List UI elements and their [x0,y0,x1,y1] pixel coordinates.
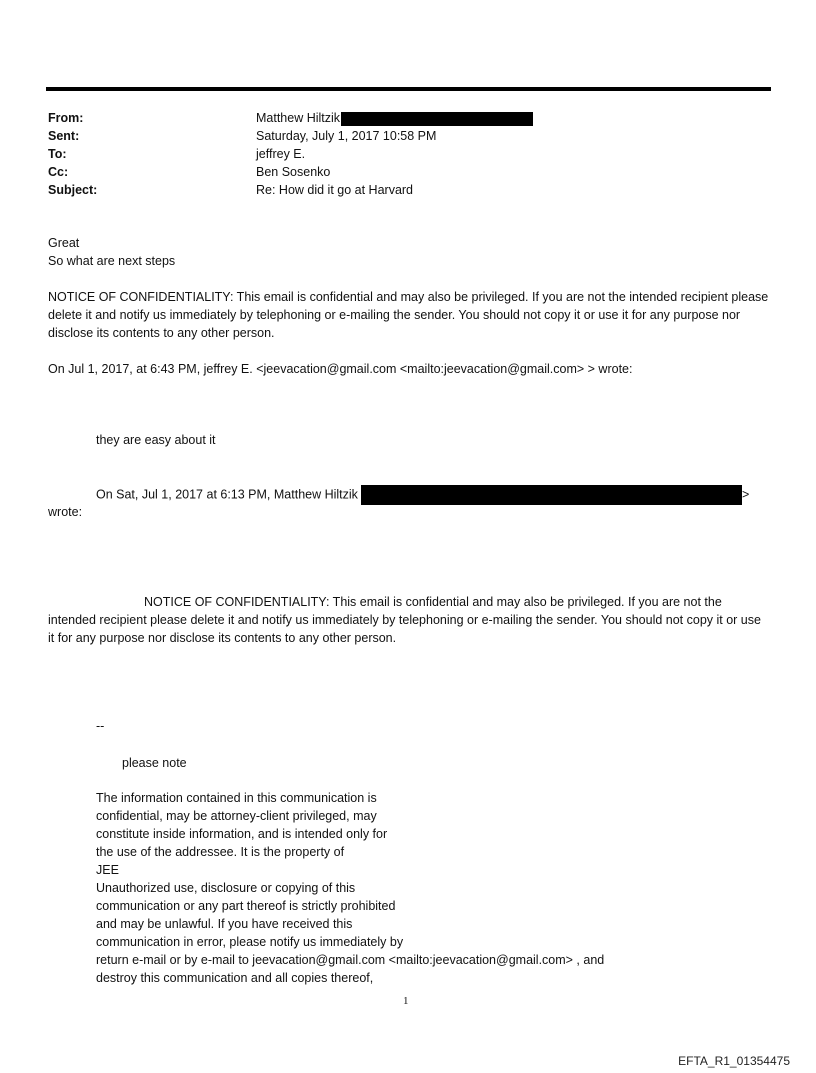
disclaimer-line: communication or any part thereof is strictly prohibited [96,899,396,913]
disclaimer-line: Unauthorized use, disclosure or copying of this [96,881,356,895]
from-row [48,109,768,127]
disclaimer-block [96,789,696,987]
from-name: Matthew Hiltzik [256,111,341,125]
quote-header-1: On Jul 1, 2017, at 6:43 PM, jeffrey E. <jeevacation@gmail.com <mailto:jeevacation@gmail.com> > wrote: [48,362,633,376]
signature-separator: -- [96,719,105,733]
body-line-next-steps: So what are next steps [48,254,176,268]
cc-value: Ben Sosenko [256,165,331,179]
sent-row [48,127,768,145]
quote-header-2-text: On Sat, Jul 1, 2017 at 6:13 PM, Matthew Hiltzik [96,487,358,502]
quote-header-2 [96,485,749,505]
disclaimer-line: constitute inside information, and is intended only for [96,827,388,841]
disclaimer-line: destroy this communication and all copies thereof, [96,971,374,985]
redaction-box [361,485,742,505]
subject-value: Re: How did it go at Harvard [256,183,414,197]
redaction-box [341,112,533,126]
sent-label: Sent: [48,129,80,143]
quote-header-2-gt: > [741,487,750,502]
reply-text: they are easy about it [96,433,216,447]
subject-row [48,181,768,199]
sent-value: Saturday, July 1, 2017 10:58 PM [256,129,437,143]
to-value: jeffrey E. [256,147,306,161]
email-header [48,109,768,199]
disclaimer-line: The information contained in this communication is [96,791,377,805]
page-number: 1 [403,995,409,1007]
disclaimer-line: confidential, may be attorney-client privileged, may [96,809,377,823]
to-row [48,145,768,163]
subject-label: Subject: [48,183,98,197]
confidentiality-notice: NOTICE OF CONFIDENTIALITY: This email is confidential and may also be privileged. If you are not the intended recipient please delete it and notify us immediately by telephoning or e-mailing the sender. You should not copy it or use it for any purpose nor disclose its contents to any other person. [48,290,769,340]
to-label: To: [48,147,67,161]
signature-note: please note [122,756,187,770]
disclaimer-line: JEE [96,863,119,877]
document-id: EFTA_R1_01354475 [678,1054,790,1068]
header-divider [46,87,771,91]
quote-header-2-wrote: wrote: [48,505,83,519]
confidentiality-notice-quoted: NOTICE OF CONFIDENTIALITY: This email is confidential and may also be privileged. If you are not the intended recipient please delete it and notify us immediately by telephoning or e-mailing the sender. You should not copy it or use it for any purpose nor disclose its contents to any other person. [48,595,761,645]
cc-row [48,163,768,181]
disclaimer-line: return e-mail or by e-mail to jeevacation@gmail.com <mailto:jeevacation@gmail.com> , and [96,953,605,967]
disclaimer-line: communication in error, please notify us immediately by [96,935,404,949]
disclaimer-line: and may be unlawful. If you have received this [96,917,353,931]
body-line-great: Great [48,236,80,250]
cc-label: Cc: [48,165,69,179]
disclaimer-line: the use of the addressee. It is the property of [96,845,345,859]
from-value [256,109,533,127]
from-label: From: [48,111,84,125]
